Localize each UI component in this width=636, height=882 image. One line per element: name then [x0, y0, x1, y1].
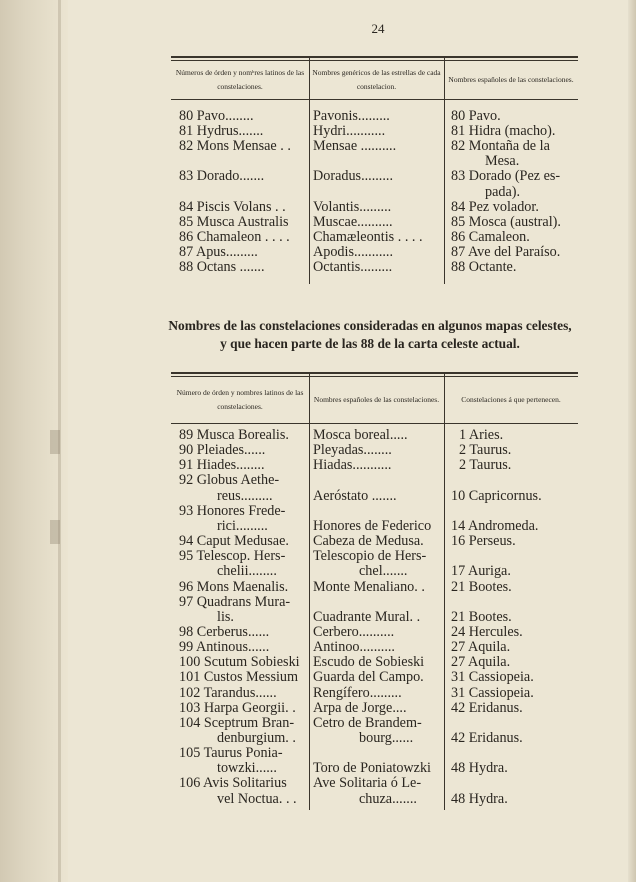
table-row [171, 580, 578, 595]
latin-name-cell: 93 Honores Frede- [179, 503, 286, 519]
table-row [171, 154, 578, 169]
third-column-cell: 87 Ave del Paraíso. [451, 244, 561, 260]
latin-name-cell: 80 Pavo........ [179, 109, 254, 124]
third-column-cell: 2 Taurus. [459, 458, 512, 474]
second-column-cell: Escudo de Sobieski [313, 655, 425, 671]
third-column-cell: 17 Auriga. [451, 564, 511, 580]
latin-name-cell: rici......... [217, 518, 268, 534]
table-header [171, 61, 578, 100]
third-column-cell: 27 Aquila. [451, 640, 511, 656]
table-row [171, 655, 578, 670]
latin-name-cell: 102 Tarandus...... [179, 685, 277, 701]
latin-name-cell: 104 Sceptrum Bran- [179, 715, 295, 731]
latin-name-cell: 82 Mons Mensae . . [179, 139, 291, 155]
latin-name-cell: 85 Musca Australis [179, 214, 289, 230]
table-row [171, 473, 578, 488]
second-column-cell: Telescopio de Hers- [313, 549, 427, 565]
table-row [171, 761, 578, 776]
latin-name-cell: 103 Harpa Georgii. . [179, 700, 296, 716]
latin-name-cell: reus......... [217, 488, 273, 504]
third-column-cell: 84 Pez volador. [451, 199, 539, 215]
second-column-cell: Muscae.......... [313, 214, 393, 230]
header-parent-constellations: Constelaciones á que pertenecen. [461, 395, 561, 404]
second-column-cell: Antinoo.......... [313, 640, 395, 656]
second-column-cell: Ave Solitaria ó Le- [313, 776, 422, 792]
second-column-cell: Aeróstato ....... [313, 488, 397, 504]
table-row [171, 776, 578, 791]
page-number: 24 [371, 21, 385, 36]
table-row [171, 458, 578, 473]
latin-name-cell: 90 Pleiades...... [179, 443, 266, 459]
table-row [171, 625, 578, 640]
latin-name-cell: towzki...... [217, 761, 277, 777]
table-header [171, 377, 578, 424]
third-column-cell: 21 Bootes. [451, 579, 512, 595]
table-row [171, 534, 578, 549]
table-row [171, 200, 578, 215]
header-spanish-names: Nombres españoles de las constelaciones. [448, 75, 574, 84]
second-column-cell: Rengífero......... [313, 685, 402, 701]
latin-name-cell: 97 Quadrans Mura- [179, 594, 291, 610]
latin-name-cell: 106 Avis Solitarius [179, 776, 287, 792]
latin-name-cell: 105 Taurus Ponia- [179, 746, 283, 762]
third-column-cell: 24 Hercules. [451, 624, 523, 640]
table-row [171, 595, 578, 610]
latin-name-cell: 88 Octans ....... [179, 260, 265, 275]
table-row [171, 792, 578, 807]
second-column-cell: Toro de Poniatowzki [313, 761, 432, 777]
latin-name-cell: 94 Caput Medusae. [179, 534, 289, 550]
table-row [171, 124, 578, 139]
third-column-cell: 2 Taurus. [459, 443, 512, 459]
third-column-cell: 42 Eridanus. [451, 731, 523, 746]
table-row [171, 504, 578, 519]
third-column-cell: 1 Aries. [459, 428, 504, 443]
table-row [171, 686, 578, 701]
latin-name-cell: 87 Apus......... [179, 244, 258, 260]
table-row [171, 443, 578, 458]
third-column-cell: 82 Montaña de la [451, 139, 550, 155]
table-row [171, 185, 578, 200]
second-column-cell: Cuadrante Mural. . [313, 609, 421, 625]
left-page-edge [0, 0, 68, 882]
table-row [171, 716, 578, 731]
table-row [171, 670, 578, 685]
latin-name-cell: 98 Cerberus...... [179, 624, 270, 640]
latin-name-cell: 101 Custos Messium [179, 670, 299, 686]
latin-name-cell: 91 Hiades........ [179, 458, 265, 474]
table-row [171, 640, 578, 655]
table-row [171, 564, 578, 579]
second-column-cell: chuza....... [359, 791, 417, 807]
third-column-cell: 80 Pavo. [451, 109, 501, 124]
second-column-cell: chel....... [359, 564, 408, 580]
second-column-cell: Hiadas........... [313, 458, 392, 474]
third-column-cell: 86 Camaleon. [451, 229, 530, 245]
third-column-cell: 81 Hidra (macho). [451, 124, 556, 140]
latin-name-cell: chelii........ [217, 564, 277, 580]
latin-name-cell: 96 Mons Maenalis. [179, 579, 289, 595]
second-column-cell: Octantis......... [313, 260, 393, 275]
second-column-cell: Apodis........... [313, 244, 394, 260]
second-column-cell: bourg...... [359, 731, 414, 746]
second-column-cell: Arpa de Jorge.... [313, 700, 407, 716]
second-column-cell: Pleyadas........ [313, 443, 392, 459]
latin-name-cell: vel Noctua. . . [217, 791, 297, 807]
third-column-cell: 48 Hydra. [451, 791, 508, 807]
section-heading-line-1: Nombres de las constelaciones consideradas en algunos mapas celestes, [168, 318, 572, 333]
constellations-table-1 [171, 56, 578, 284]
second-column-cell: Chamæleontis . . . . [313, 229, 423, 245]
latin-name-cell: 89 Musca Borealis. [179, 428, 289, 443]
header-spanish-names: Nombres españoles de las constelaciones. [313, 395, 440, 404]
third-column-cell: 21 Bootes. [451, 609, 512, 625]
third-column-cell: 31 Cassiopeia. [451, 685, 534, 701]
second-column-cell: Honores de Federico [313, 518, 432, 534]
margin-mark [50, 520, 60, 544]
table-row [171, 245, 578, 260]
third-column-cell: 10 Capricornus. [451, 488, 542, 504]
latin-name-cell: 95 Telescop. Hers- [179, 549, 286, 565]
section-heading-line-2: y que hacen parte de las 88 de la carta celeste actual. [220, 336, 520, 351]
table-row [171, 701, 578, 716]
third-column-cell: 88 Octante. [451, 260, 517, 275]
third-column-cell: 14 Andromeda. [451, 518, 539, 534]
third-column-cell: 83 Dorado (Pez es- [451, 169, 561, 185]
latin-name-cell: 81 Hydrus....... [179, 124, 264, 140]
third-column-cell: 16 Perseus. [451, 534, 516, 550]
second-column-cell: Guarda del Campo. [313, 670, 424, 686]
third-column-cell: 42 Eridanus. [451, 700, 523, 716]
third-column-cell: Mesa. [485, 154, 520, 170]
table-row [171, 549, 578, 564]
right-page-edge [628, 0, 636, 882]
second-column-cell: Cetro de Brandem- [313, 715, 422, 731]
second-column-cell: Monte Menaliano. . [313, 579, 425, 595]
latin-name-cell: 92 Globus Aethe- [179, 473, 280, 489]
table-row [171, 139, 578, 154]
table-row [171, 731, 578, 746]
latin-name-cell: 83 Dorado....... [179, 169, 265, 185]
second-column-cell: Mosca boreal..... [313, 428, 408, 443]
margin-mark [50, 430, 60, 454]
second-column-cell: Pavonis......... [313, 109, 390, 124]
latin-name-cell: 84 Piscis Volans . . [179, 199, 286, 215]
latin-name-cell: 99 Antinous...... [179, 640, 270, 656]
table-row [171, 519, 578, 534]
header-latin-names: Número de órden y nombres latinos de las constelaciones. [176, 388, 304, 411]
table-row [171, 746, 578, 761]
header-star-generic-names: Nombres genéricos de las estrellas de cada constelacion. [312, 68, 441, 91]
second-column-cell: Doradus......... [313, 169, 393, 185]
second-column-cell: Volantis......... [313, 199, 392, 215]
header-latin-names: Números de órden y nomᵇres latinos de las constelaciones. [175, 68, 305, 91]
table-row [171, 428, 578, 443]
third-column-cell: 27 Aquila. [451, 655, 511, 671]
table-row [171, 169, 578, 184]
table-row [171, 215, 578, 230]
latin-name-cell: 86 Chamaleon . . . . [179, 229, 290, 245]
latin-name-cell: denburgium. . [217, 731, 296, 746]
third-column-cell: 85 Mosca (austral). [451, 214, 561, 230]
table-row [171, 489, 578, 504]
third-column-cell: pada). [485, 184, 521, 200]
table-row [171, 610, 578, 625]
table-row [171, 260, 578, 275]
latin-name-cell: 100 Scutum Sobieski [179, 655, 300, 671]
second-column-cell: Cabeza de Medusa. [313, 534, 424, 550]
second-column-cell: Mensae .......... [313, 139, 397, 155]
third-column-cell: 31 Cassiopeia. [451, 670, 534, 686]
table-row [171, 109, 578, 124]
second-column-cell: Cerbero.......... [313, 624, 395, 640]
second-column-cell: Hydri........... [313, 124, 386, 140]
third-column-cell: 48 Hydra. [451, 761, 508, 777]
latin-name-cell: lis. [217, 609, 234, 625]
table-row [171, 230, 578, 245]
constellations-table-2 [171, 372, 578, 810]
